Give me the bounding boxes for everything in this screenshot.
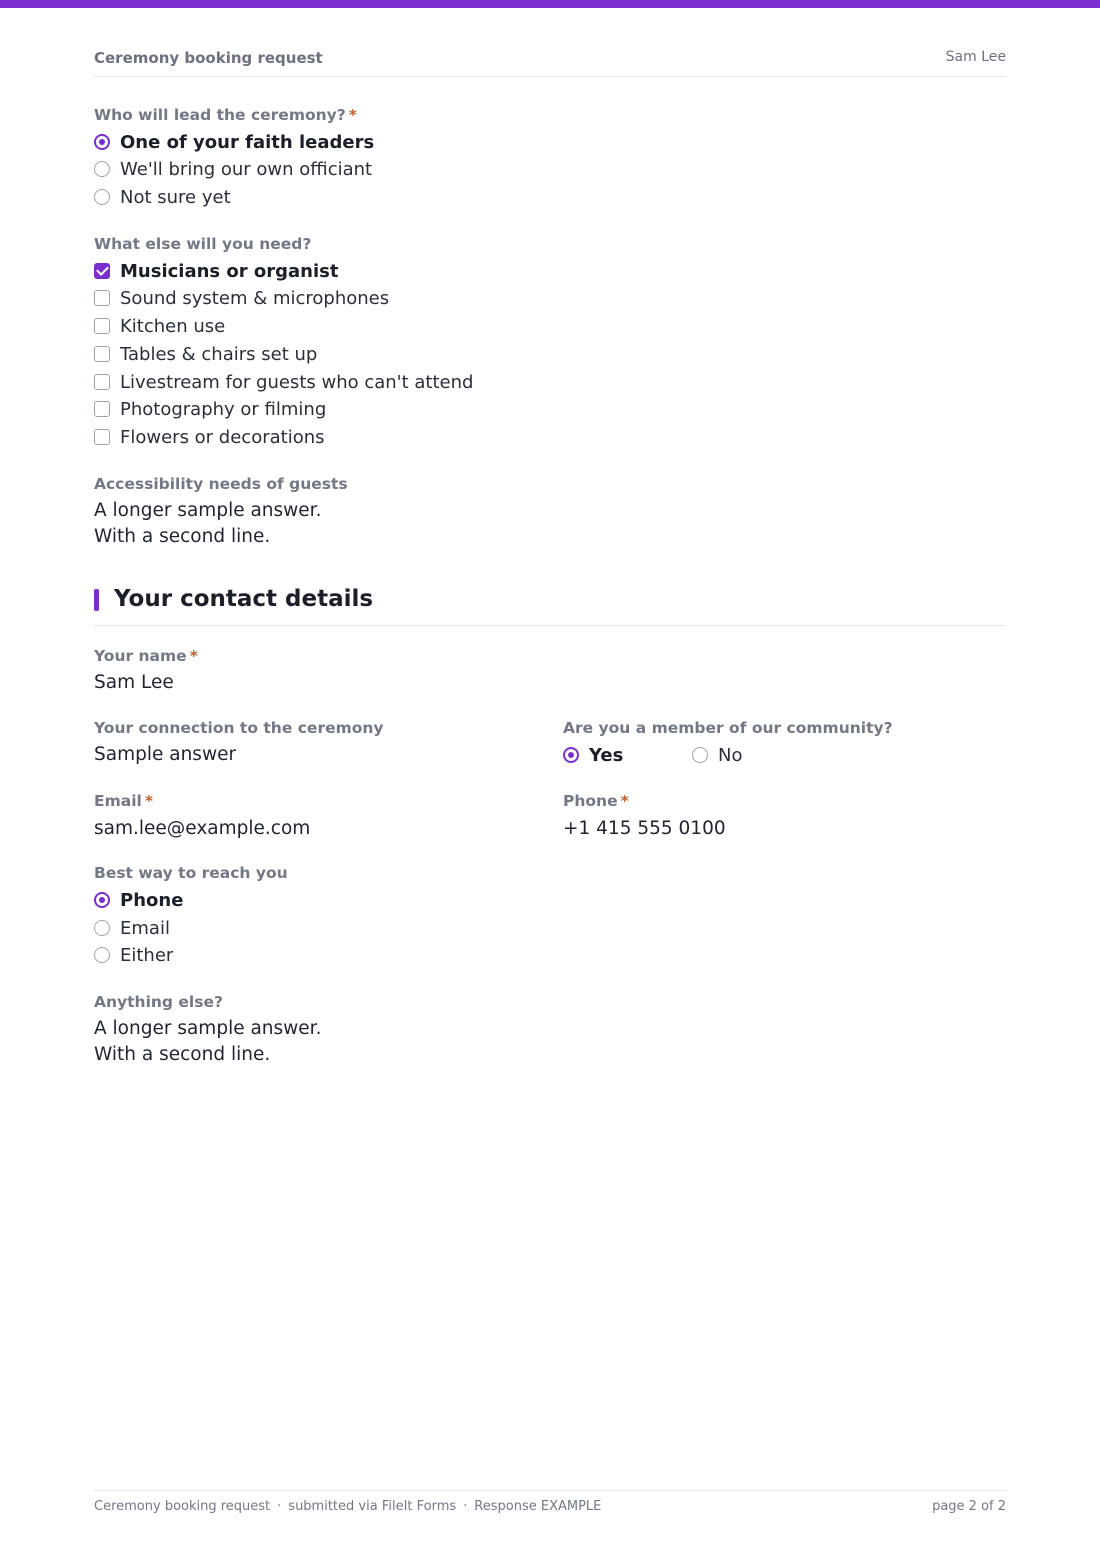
page-header (94, 48, 1006, 77)
member-option-yes[interactable]: Yes (563, 743, 623, 767)
needs-option-sound[interactable]: Sound system & microphones (94, 286, 389, 310)
lead-question-label: Who will lead the ceremony? * (94, 106, 357, 124)
needs-option-musicians[interactable]: Musicians or organist (94, 259, 338, 283)
checkbox-unchecked[interactable] (94, 290, 110, 306)
section-title: Your contact details (114, 586, 374, 612)
needs-option-flowers[interactable]: Flowers or decorations (94, 425, 325, 449)
lead-option-faith-leaders[interactable]: One of your faith leaders (94, 130, 374, 154)
radio-unselected[interactable] (692, 747, 708, 763)
required-mark: * (348, 106, 357, 124)
section-accent-bar (94, 589, 99, 611)
radio-unselected[interactable] (94, 189, 110, 205)
phone-label: Phone * (563, 792, 629, 810)
checkbox-unchecked[interactable] (94, 429, 110, 445)
top-accent-bar (0, 0, 1100, 8)
email-value: sam.lee@example.com (94, 818, 311, 839)
checkbox-unchecked[interactable] (94, 374, 110, 390)
connection-value: Sample answer (94, 744, 237, 765)
form-title: Ceremony booking request (94, 49, 323, 67)
member-label: Are you a member of our community? (563, 719, 893, 737)
radio-unselected[interactable] (94, 920, 110, 936)
member-option-no[interactable]: No (692, 743, 742, 767)
needs-question-label: What else will you need? (94, 235, 312, 253)
footer-text: Ceremony booking request · submitted via FileIt Forms · Response EXAMPLE (94, 1499, 602, 1514)
checkbox-checked[interactable] (94, 263, 110, 279)
connection-label: Your connection to the ceremony (94, 719, 384, 737)
needs-option-photography[interactable]: Photography or filming (94, 397, 326, 421)
accessibility-question-label: Accessibility needs of guests (94, 475, 348, 493)
reach-option-either[interactable]: Either (94, 943, 173, 967)
needs-option-livestream[interactable]: Livestream for guests who can't attend (94, 370, 473, 394)
needs-option-kitchen[interactable]: Kitchen use (94, 314, 225, 338)
reach-option-email[interactable]: Email (94, 916, 170, 940)
radio-selected[interactable] (94, 892, 110, 908)
checkbox-unchecked[interactable] (94, 401, 110, 417)
radio-unselected[interactable] (94, 947, 110, 963)
required-mark: * (620, 792, 629, 810)
anything-else-label: Anything else? (94, 993, 223, 1011)
checkbox-unchecked[interactable] (94, 346, 110, 362)
name-value: Sam Lee (94, 672, 174, 693)
phone-value: +1 415 555 0100 (563, 818, 726, 839)
radio-unselected[interactable] (94, 161, 110, 177)
lead-option-own-officiant[interactable]: We'll bring our own officiant (94, 157, 372, 181)
contact-section-heading (94, 586, 1006, 626)
name-label: Your name * (94, 647, 198, 665)
checkbox-unchecked[interactable] (94, 318, 110, 334)
radio-selected[interactable] (94, 134, 110, 150)
radio-selected[interactable] (563, 747, 579, 763)
required-mark: * (189, 647, 198, 665)
anything-else-answer: A longer sample answer. With a second line. (94, 1018, 322, 1065)
lead-option-not-sure[interactable]: Not sure yet (94, 185, 231, 209)
email-label: Email * (94, 792, 153, 810)
reach-option-phone[interactable]: Phone (94, 888, 183, 912)
header-user-name: Sam Lee (945, 49, 1006, 65)
page-number: page 2 of 2 (932, 1499, 1006, 1514)
required-mark: * (144, 792, 153, 810)
page-footer (94, 1490, 1006, 1520)
needs-option-tables[interactable]: Tables & chairs set up (94, 342, 317, 366)
reach-label: Best way to reach you (94, 864, 288, 882)
accessibility-answer: A longer sample answer. With a second line. (94, 500, 322, 547)
